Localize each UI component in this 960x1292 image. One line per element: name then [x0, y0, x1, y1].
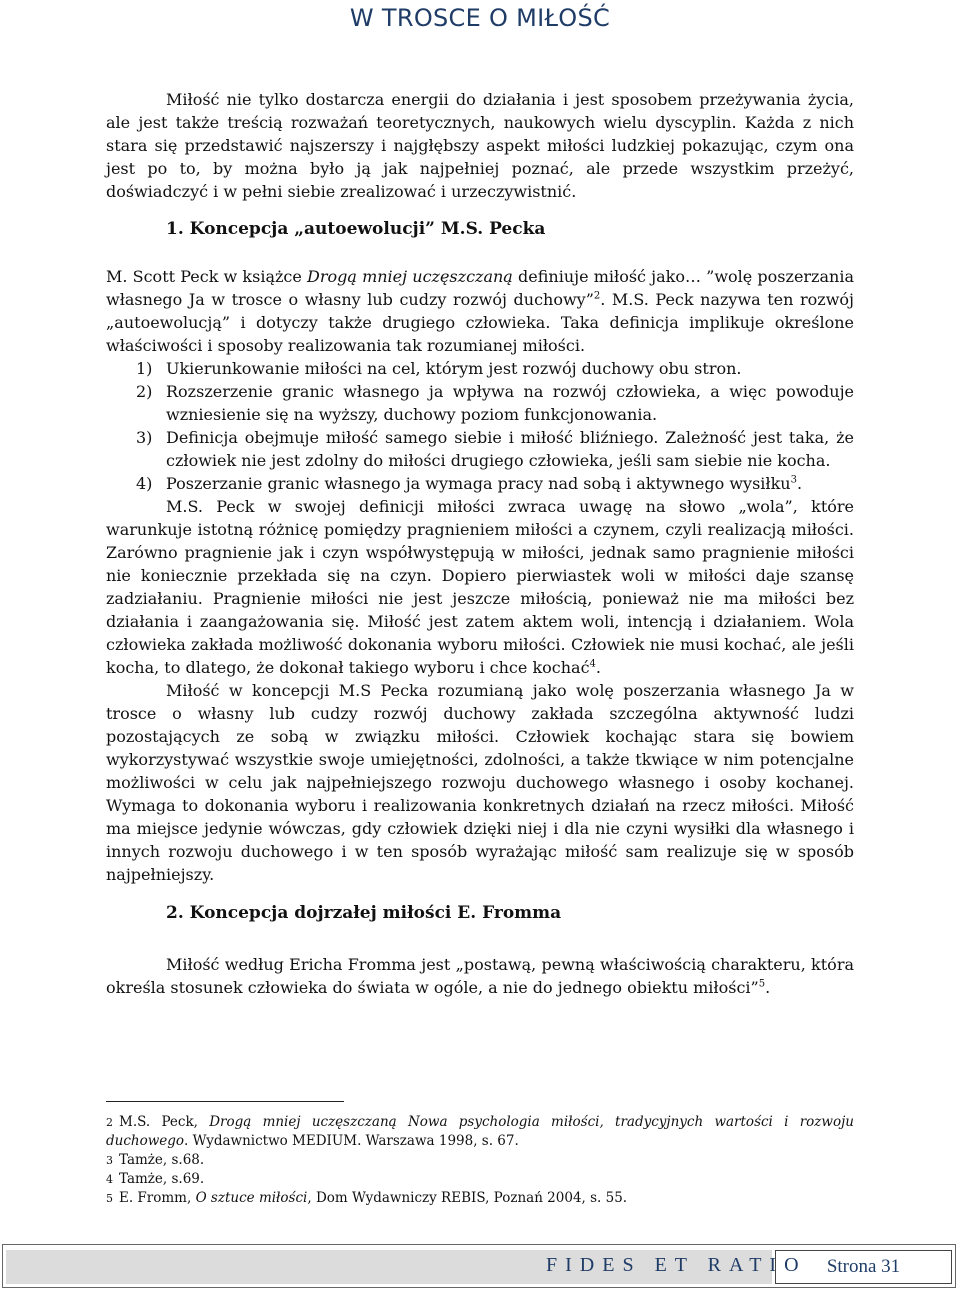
footnote-3: 3 Tamże, s.68. — [106, 1152, 205, 1168]
section-1-paragraph-3: Miłość w koncepcji M.S Pecka rozumianą jako wolę poszerzania własnego Ja w trosce o własny lub cudzy rozwój duchowy zakłada szczególna aktywność ludzi pozostających ze sobą w związku miłości. Człowiek kochając stara się bowiem wykorzystywać wszystkie swoje umiejętności, zdolności, a także tkwiące w nim potencjalne możliwości w celu jak najpełniejszego rozwoju duchowego własnego i osoby kochanej. Wymaga to dokonania wyboru i realizowania konkretnych działań na rzecz miłości. Miłość ma miejsce jedynie wówczas, gdy człowiek dzięki niej i dla nie czyni wysiłki dla własnego i innych rozwoju duchowego i w ten sposób wyrażając miłość sam realizuje się w sposób najpełniejszy. — [106, 681, 854, 884]
footer-motto: FIDES ET RATIO — [546, 1254, 807, 1276]
footnote-ref: 4 — [589, 658, 596, 670]
section-2-heading: 2. Koncepcja dojrzałej miłości E. Fromma — [166, 903, 562, 923]
page-header-title: W TROSCE O MIŁOŚĆ — [349, 4, 611, 32]
list-item: 4) Poszerzanie granic własnego ja wymaga pracy nad sobą i aktywnego wysiłku$^3$. — [136, 474, 803, 493]
footnote-ref: 3 — [790, 474, 797, 486]
footnote-separator — [106, 1101, 344, 1102]
footnote-5: 5 E. Fromm, O sztuce miłości, Dom Wydawniczy REBIS, Poznań 2004, s. 55. — [106, 1190, 628, 1206]
section-2-paragraph-1: Miłość według Ericha Fromma jest „postawą, pewną właściwością charakteru, która określa stosunek człowieka do świata w ogóle, a nie do jednego obiektu miłości”$^5$. — [106, 955, 854, 997]
list-item: 2) Rozszerzenie granic własnego ja wpływa na rozwój człowieka, a więc powoduje wzniesienie się na wyższy, duchowy poziom funkcjonowania. — [136, 382, 854, 424]
footnote-ref: 2 — [593, 290, 601, 302]
footnote-4: 4 Tamże, s.69. — [106, 1171, 205, 1187]
section-1-paragraph-2: M.S. Peck w swojej definicji miłości zwraca uwagę na słowo „wola”, które warunkuje istotną różnicę pomiędzy pragnieniem miłości a czynem, czyli realizacją miłości. Zarówno pragnienie jak i czyn współwystępują w miłości, jednak samo pragnienie miłości nie koniecznie przekłada się na czyn. Dopiero pierwiastek woli w miłości daje szansę zadziałaniu. Pragnienie miłości nie jest jeszcze miłością, ponieważ nie ma miłości bez działania i zaangażowania się. Miłość jest zatem aktem woli, intencją i działaniem. Wola człowieka zakłada możliwość dokonania wyboru miłości. Człowiek nie musi kochać, ale jeśli kocha, to dlatego, że dokonał takiego wyboru i chce kochać$^4$. — [106, 497, 854, 677]
footnotes — [106, 1113, 854, 1208]
intro-paragraph: Miłość nie tylko dostarcza energii do działania i jest sposobem przeżywania życia, ale jest także treścią rozważań teoretycznych, naukowych wielu dyscyplin. Każda z nich stara się przedstawić najszerszy i najgłębszy aspekt miłości ludzkiej pokazując, czym ona jest po to, by można było ją jak najpełniej poznać, ale przede wszystkim przeżyć, doświadczyć i w pełni siebie zrealizować i urzeczywistnić. — [106, 90, 854, 201]
section-1-heading: 1. Koncepcja „autoewolucji” M.S. Pecka — [166, 219, 546, 239]
page-number: Strona 31 — [775, 1250, 952, 1284]
footnote-ref: 5 — [758, 978, 766, 990]
list-item: 1) Ukierunkowanie miłości na cel, którym jest rozwój duchowy obu stron. — [136, 359, 742, 378]
document-body — [106, 88, 854, 999]
section-1-paragraph-1: M. Scott Peck w książce Drogą mniej uczęszczaną definiuje miłość jako… ”wolę poszerzania własnego Ja w trosce o własny lub cudzy rozwój duchowy”$^2$. M.S. Peck nazywa ten rozwój „autoewolucją” i dotyczy także drugiego człowieka. Taka definicja implikuje określone właściwości i sposoby realizowania tak rozumianej miłości. — [106, 267, 854, 355]
footnote-2: 2 M.S. Peck, Drogą mniej uczęszczaną Nowa psychologia miłości, tradycyjnych wartości i rozwoju duchowego. Wydawnictwo MEDIUM. Warszawa 1998, s. 67. — [106, 1114, 854, 1149]
definition-points-list — [106, 357, 854, 495]
list-item: 3) Definicja obejmuje miłość samego siebie i miłość bliźniego. Zależność jest taka, że człowiek nie jest zdolny do miłości drugiego człowieka, jeśli sam siebie nie kocha. — [136, 428, 854, 470]
